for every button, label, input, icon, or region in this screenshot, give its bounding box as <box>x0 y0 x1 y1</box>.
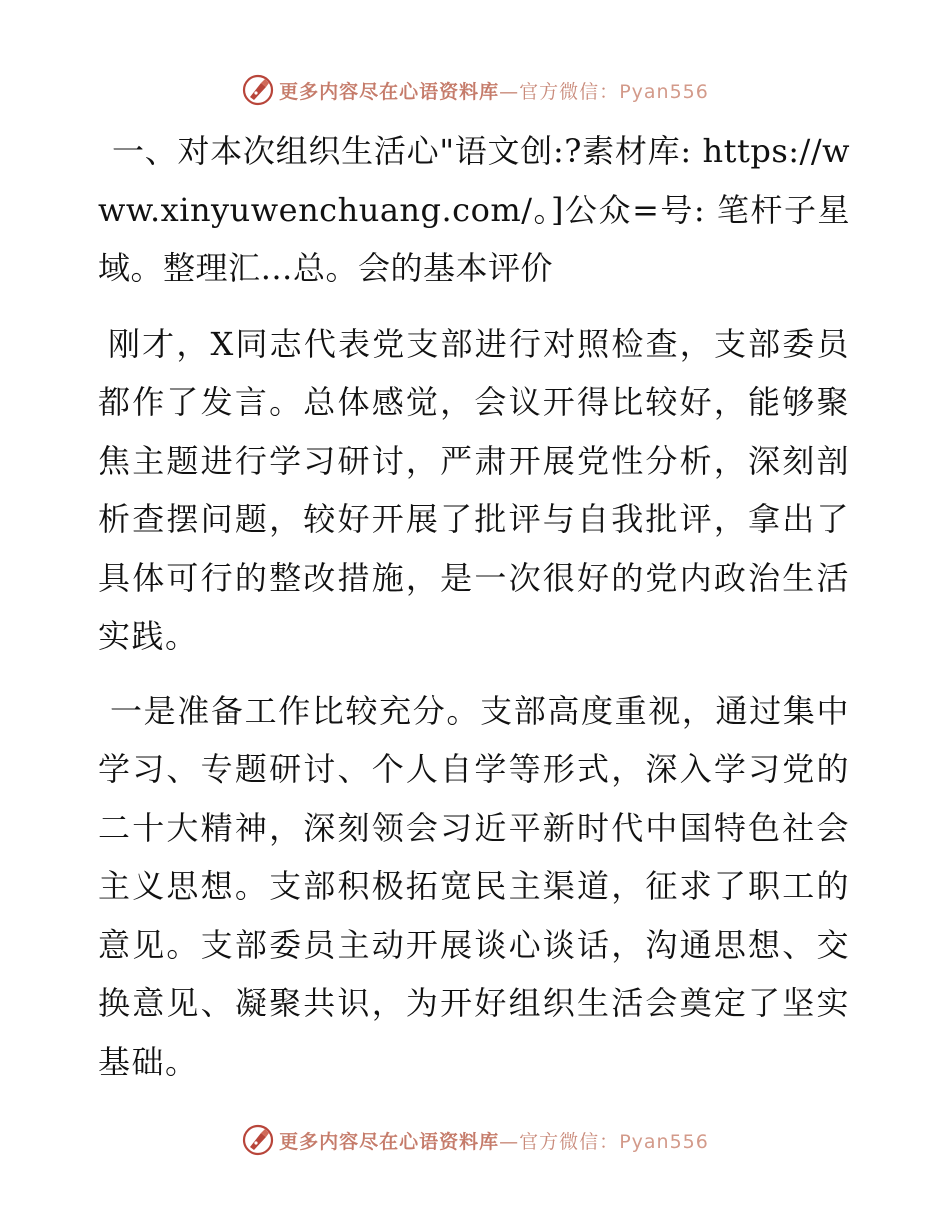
banner-wechat-id: Pyan556 <box>619 1130 709 1153</box>
banner-wechat-id: Pyan556 <box>619 80 709 103</box>
banner-dash: — <box>499 1130 520 1153</box>
header-watermark-banner <box>0 70 950 110</box>
banner-dash: — <box>499 80 520 103</box>
paragraph-2: 一是准备工作比较充分。支部高度重视，通过集中学习、专题研讨、个人自学等形式，深入学习党的二十大精神，深刻领会习近平新时代中国特色社会主义思想。支部积极拓宽民主渠道，征求了职工的意见。支部委员主动开展谈心谈话，沟通思想、交换意见、凝聚共识，为开好组织生活会奠定了坚实基础。 <box>98 691 850 1081</box>
pen-nib-logo-icon <box>241 1123 275 1157</box>
banner-site-name: 更多内容尽在心语资料库 <box>279 80 500 103</box>
banner-text <box>279 1127 709 1154</box>
banner-wechat-label: 官方微信： <box>519 1130 620 1153</box>
footer-watermark-banner <box>0 1120 950 1160</box>
pen-nib-logo-icon <box>241 73 275 107</box>
banner-site-name: 更多内容尽在心语资料库 <box>279 1130 500 1153</box>
banner-wechat-label: 官方微信： <box>519 80 620 103</box>
paragraph-1: 刚才，X同志代表党支部进行对照检查，支部委员都作了发言。总体感觉，会议开得比较好，能够聚焦主题进行学习研讨，严肃开展党性分析，深刻剖析查摆问题，较好开展了批评与自我批评，拿出了具体可行的整改措施，是一次很好的党内政治生活实践。 <box>98 324 850 655</box>
banner-text <box>279 77 709 104</box>
document-body <box>98 122 850 1091</box>
section-heading: 一、对本次组织生活心"语文创:?素材库: https://www.xinyuwenchuang.com/。]公众=号: 笔杆子星域。整理汇…总。会的基本评价 <box>98 132 850 287</box>
